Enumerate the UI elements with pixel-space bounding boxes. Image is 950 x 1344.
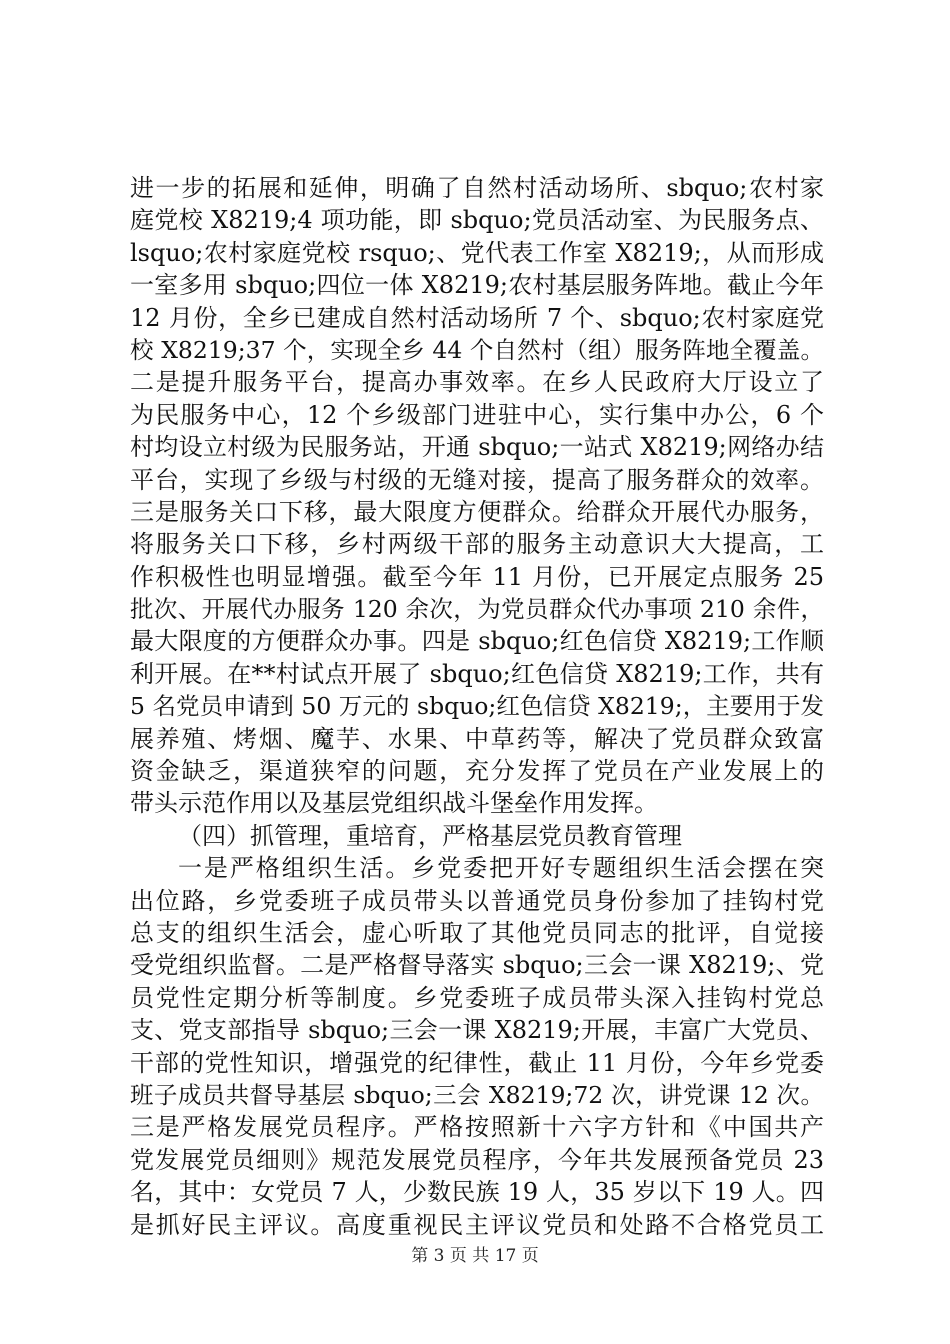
text-line: 三是严格发展党员程序。严格按照新十六字方针和《中国共产 [130,1113,824,1142]
text-line: 是抓好民主评议。高度重视民主评议党员和处路不合格党员工 [130,1210,824,1239]
text-line: 5 名党员申请到 50 万元的 sbquo;红色信贷 X8219;，主要用于发 [130,692,824,721]
text-line: 三是服务关口下移，最大限度方便群众。给群众开展代办服务， [130,497,824,526]
page-footer: 第 3 页 共 17 页 [411,1246,539,1266]
text-line: 作积极性也明显增强。截至今年 11 月份，已开展定点服务 25 [130,562,824,591]
text-line: 名，其中：女党员 7 人，少数民族 19 人，35 岁以下 19 人。四 [130,1178,824,1207]
text-line: 进一步的拓展和延伸，明确了自然村活动场所、sbquo;农村家 [130,174,824,202]
text-line: 为民服务中心，12 个乡级部门进驻中心，实行集中办公，6 个 [130,400,824,429]
text-line: 利开展。在**村试点开展了 sbquo;红色信贷 X8219;工作，共有 [130,659,824,688]
text-line: lsquo;农村家庭党校 rsquo;、党代表工作室 X8219;，从而形成 [130,238,824,267]
text-line: 展养殖、烤烟、魔芋、水果、中草药等，解决了党员群众致富 [130,724,824,753]
text-line: 总支的组织生活会，虚心听取了其他党员同志的批评，自觉接 [130,918,824,947]
text-line: 出位路，乡党委班子成员带头以普通党员身份参加了挂钩村党 [130,886,824,915]
text-line: 最大限度的方便群众办事。四是 sbquo;红色信贷 X8219;工作顺 [130,627,824,656]
text-line: 员党性定期分析等制度。乡党委班子成员带头深入挂钩村党总 [130,983,824,1012]
text-line: （四）抓管理，重培育，严格基层党员教育管理 [178,821,682,850]
text-line: 一室多用 sbquo;四位一体 X8219;农村基层服务阵地。截止今年 [130,271,824,300]
text-line: 将服务关口下移，乡村两级干部的服务主动意识大大提高，工 [130,530,824,559]
text-line: 带头示范作用以及基层党组织战斗堡垒作用发挥。 [130,789,658,818]
text-line: 平台，实现了乡级与村级的无缝对接，提高了服务群众的效率。 [130,465,824,494]
text-line: 受党组织监督。二是严格督导落实 sbquo;三会一课 X8219;、党 [130,951,824,980]
document-body [130,172,824,1241]
text-line: 校 X8219;37 个，实现全乡 44 个自然村（组）服务阵地全覆盖。 [130,335,824,364]
text-line: 批次、开展代办服务 120 余次，为党员群众代办事项 210 余件， [130,595,824,624]
text-line: 班子成员共督导基层 sbquo;三会 X8219;72 次，讲党课 12 次。 [130,1080,824,1109]
text-line: 村均设立村级为民服务站，开通 sbquo;一站式 X8219;网络办结 [130,433,824,462]
text-line: 党发展党员细则》规范发展党员程序，今年共发展预备党员 23 [130,1145,824,1174]
text-line: 资金缺乏，渠道狭窄的问题，充分发挥了党员在产业发展上的 [130,757,824,786]
text-line: 12 月份，全乡已建成自然村活动场所 7 个、sbquo;农村家庭党 [130,303,824,332]
text-line: 庭党校 X8219;4 项功能，即 sbquo;党员活动室、为民服务点、 [130,206,824,235]
text-line: 一是严格组织生活。乡党委把开好专题组织生活会摆在突 [178,854,824,883]
text-line: 干部的党性知识，增强党的纪律性，截止 11 月份，今年乡党委 [130,1048,824,1077]
text-line: 二是提升服务平台，提高办事效率。在乡人民政府大厅设立了 [130,368,824,397]
text-line: 支、党支部指导 sbquo;三会一课 X8219;开展，丰富广大党员、 [130,1016,824,1045]
